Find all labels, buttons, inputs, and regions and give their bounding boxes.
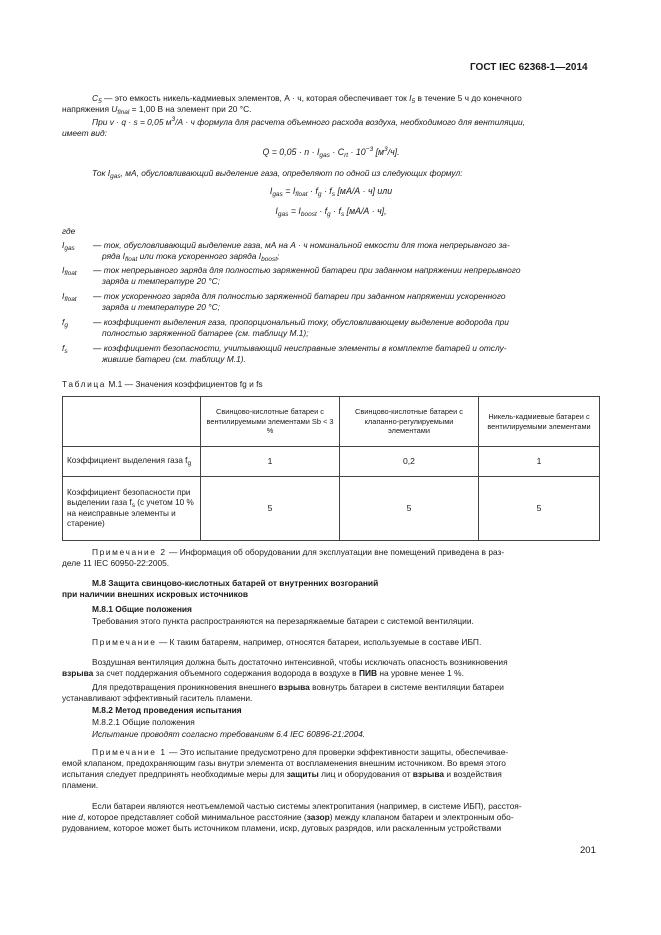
table-caption: Таблица М.1 — Значения коэффициентов fg и fs (62, 379, 263, 389)
section-m821-title: М.8.2.1 Общие положения (92, 717, 195, 727)
definition-text: — ток, обусловливающий выделение газа, мА на А · ч номинальной емкости для тока непрерывного за- ряда $I_{float}$ или тока ускоренного заряда $I_{boost}$; (93, 240, 510, 263)
prevention-paragraph: Для предотвращения проникновения внешнего взрыва вовнутрь батареи в системе вентиляции батареи устанавливают эффективный гаситель пламени. (62, 682, 504, 703)
definition-text: — коэффициент выделения газа, пропорциональный току, обусловливающему выделение водорода при полностью заряженной батарее (см. таблицу М.1); (93, 317, 509, 338)
table-row-label: Коэффициент выделения газа $f_g$ (63, 447, 201, 477)
given-paragraph: При v · q · s = 0,05 $м^3/А \cdot ч$ формула для расчета объемного расхода воздуха, необходимого для вентиляции, имеет вид: (62, 116, 526, 138)
section-m81-title: М.8.1 Общие положения (92, 604, 192, 614)
ventilation-paragraph: Воздушная вентиляция должна быть достаточно интенсивной, чтобы исключать опасность возникновения взрыва за счет поддержания объемного содержания водорода в воздухе в ПИВ на уровне менее 1 %. (62, 657, 508, 678)
table-cell: 5 (479, 477, 600, 541)
table-cell: 5 (201, 477, 340, 541)
table-corner-cell (63, 397, 201, 447)
definition-text: — ток непрерывного заряда для полностью заряженной батареи при заданном напряжении непрерывного заряда и температуре 20 °С; (93, 265, 521, 286)
definition-symbol: $f_s$ (62, 343, 68, 355)
standard-header: ГОСТ IEC 62368-1—2014 (470, 62, 588, 73)
formula-airflow: $Q = 0,05 \cdot n \cdot I_{gas} \cdot C_{rt} \cdot 10^{-3}$ $[м^3/ч]$. (262, 146, 400, 159)
table-header-cell: Никель-кадмиевые батареи с вентилируемыми элементами (479, 397, 600, 447)
m81-text: Требования этого пункта распространяются на перезаряжаемые батареи с системой вентиляции. (92, 616, 474, 626)
page-number: 201 (580, 845, 596, 856)
table-header-cell: Свинцово-кислотные батареи с клапанно-регулируемыми элементами (340, 397, 479, 447)
definition-text: — ток ускоренного заряда для полностью заряженной батареи при заданном напряжении ускоренного заряда и температуре 20 °С; (93, 291, 506, 312)
definition-text: — коэффициент безопасности, учитывающий неисправные элементы в комплекте батарей и отслу- жившие батареи (см. таблицу М.1). (93, 343, 507, 364)
where-label: где (62, 226, 76, 236)
table-row-label: Коэффициент безопасности при выделении газа $f_s$ (с учетом 10 % на неисправные элементы и старение) (63, 477, 201, 541)
table-row (63, 477, 600, 541)
table-header-cell: Свинцово-кислотные батареи с вентилируемыми элементами Sb < 3 % (201, 397, 340, 447)
section-m82-title: М.8.2 Метод проведения испытания (92, 705, 242, 715)
table-cell: 0,2 (340, 447, 479, 477)
coefficients-table (62, 396, 600, 541)
table-cell: 5 (340, 477, 479, 541)
definition-symbol: $f_g$ (62, 317, 68, 329)
note-2: Примечание 2 — Информация об оборудовании для эксплуатации вне помещений приведена в раз- деле 11 IEC 60950-22:2005. (62, 547, 505, 568)
formula-float: $I_{gas} = I_{float} \cdot f_g \cdot f_s$ [мА/А · ч] или (269, 186, 393, 198)
note-1: Примечание 1 — Это испытание предусмотрено для проверки эффективности защиты, обеспечивае- емой клапаном, предохраняющим газы внутри элемента от воспламенения внешним источником. Во время этого испытания следует предпринять необходимые меры для защиты лиц и оборудования от взрыва и воздействия пламени. (62, 747, 509, 790)
definition-symbol: $I_{float}$ (62, 265, 77, 277)
section-m8-title: М.8 Защита свинцово-кислотных батарей от внутренних возгораний при наличии внешних искровых источников (62, 578, 379, 599)
current-paragraph: Ток $I_{gas}$, мА, обусловливающий выделение газа, определяют по одной из следующих формул: (92, 168, 463, 180)
m821-text: Испытание проводят согласно требованиям 6.4 IEC 60896-21:2004. (92, 729, 366, 739)
c5-symbol: $C_5$ (92, 93, 102, 105)
c5-paragraph: $C_5$ — это емкость никель-кадмиевых элементов, А · ч, которая обеспечивает ток $I_5$ в течение 5 ч до конечного напряжения $U_{final} = 1,00$ В на элемент при 20 °С. (62, 93, 522, 116)
m81-note: Примечание — К таким батареям, например, относятся батареи, используемые в составе ИБП. (92, 637, 482, 647)
table-cell: 1 (479, 447, 600, 477)
table-cell: 1 (201, 447, 340, 477)
formula-boost: $I_{gas} = I_{boost} \cdot f_g \cdot f_s$ [мА/А · ч], (275, 206, 387, 218)
ups-paragraph: Если батареи являются неотъемлемой частью системы электропитания (например, в системе ИБП), расстоя- ние d, которое представляет собой минимальное расстояние (зазор) между клапаном батареи и электронным обо- рудованием, которое может быть источником пламени, искр, дуговых разрядов, или раскаленным устройствами (62, 801, 522, 833)
definition-symbol: $I_{gas}$ (62, 240, 75, 252)
table-header-row (63, 397, 600, 447)
definition-symbol: $I_{float}$ (62, 291, 77, 303)
table-row (63, 447, 600, 477)
